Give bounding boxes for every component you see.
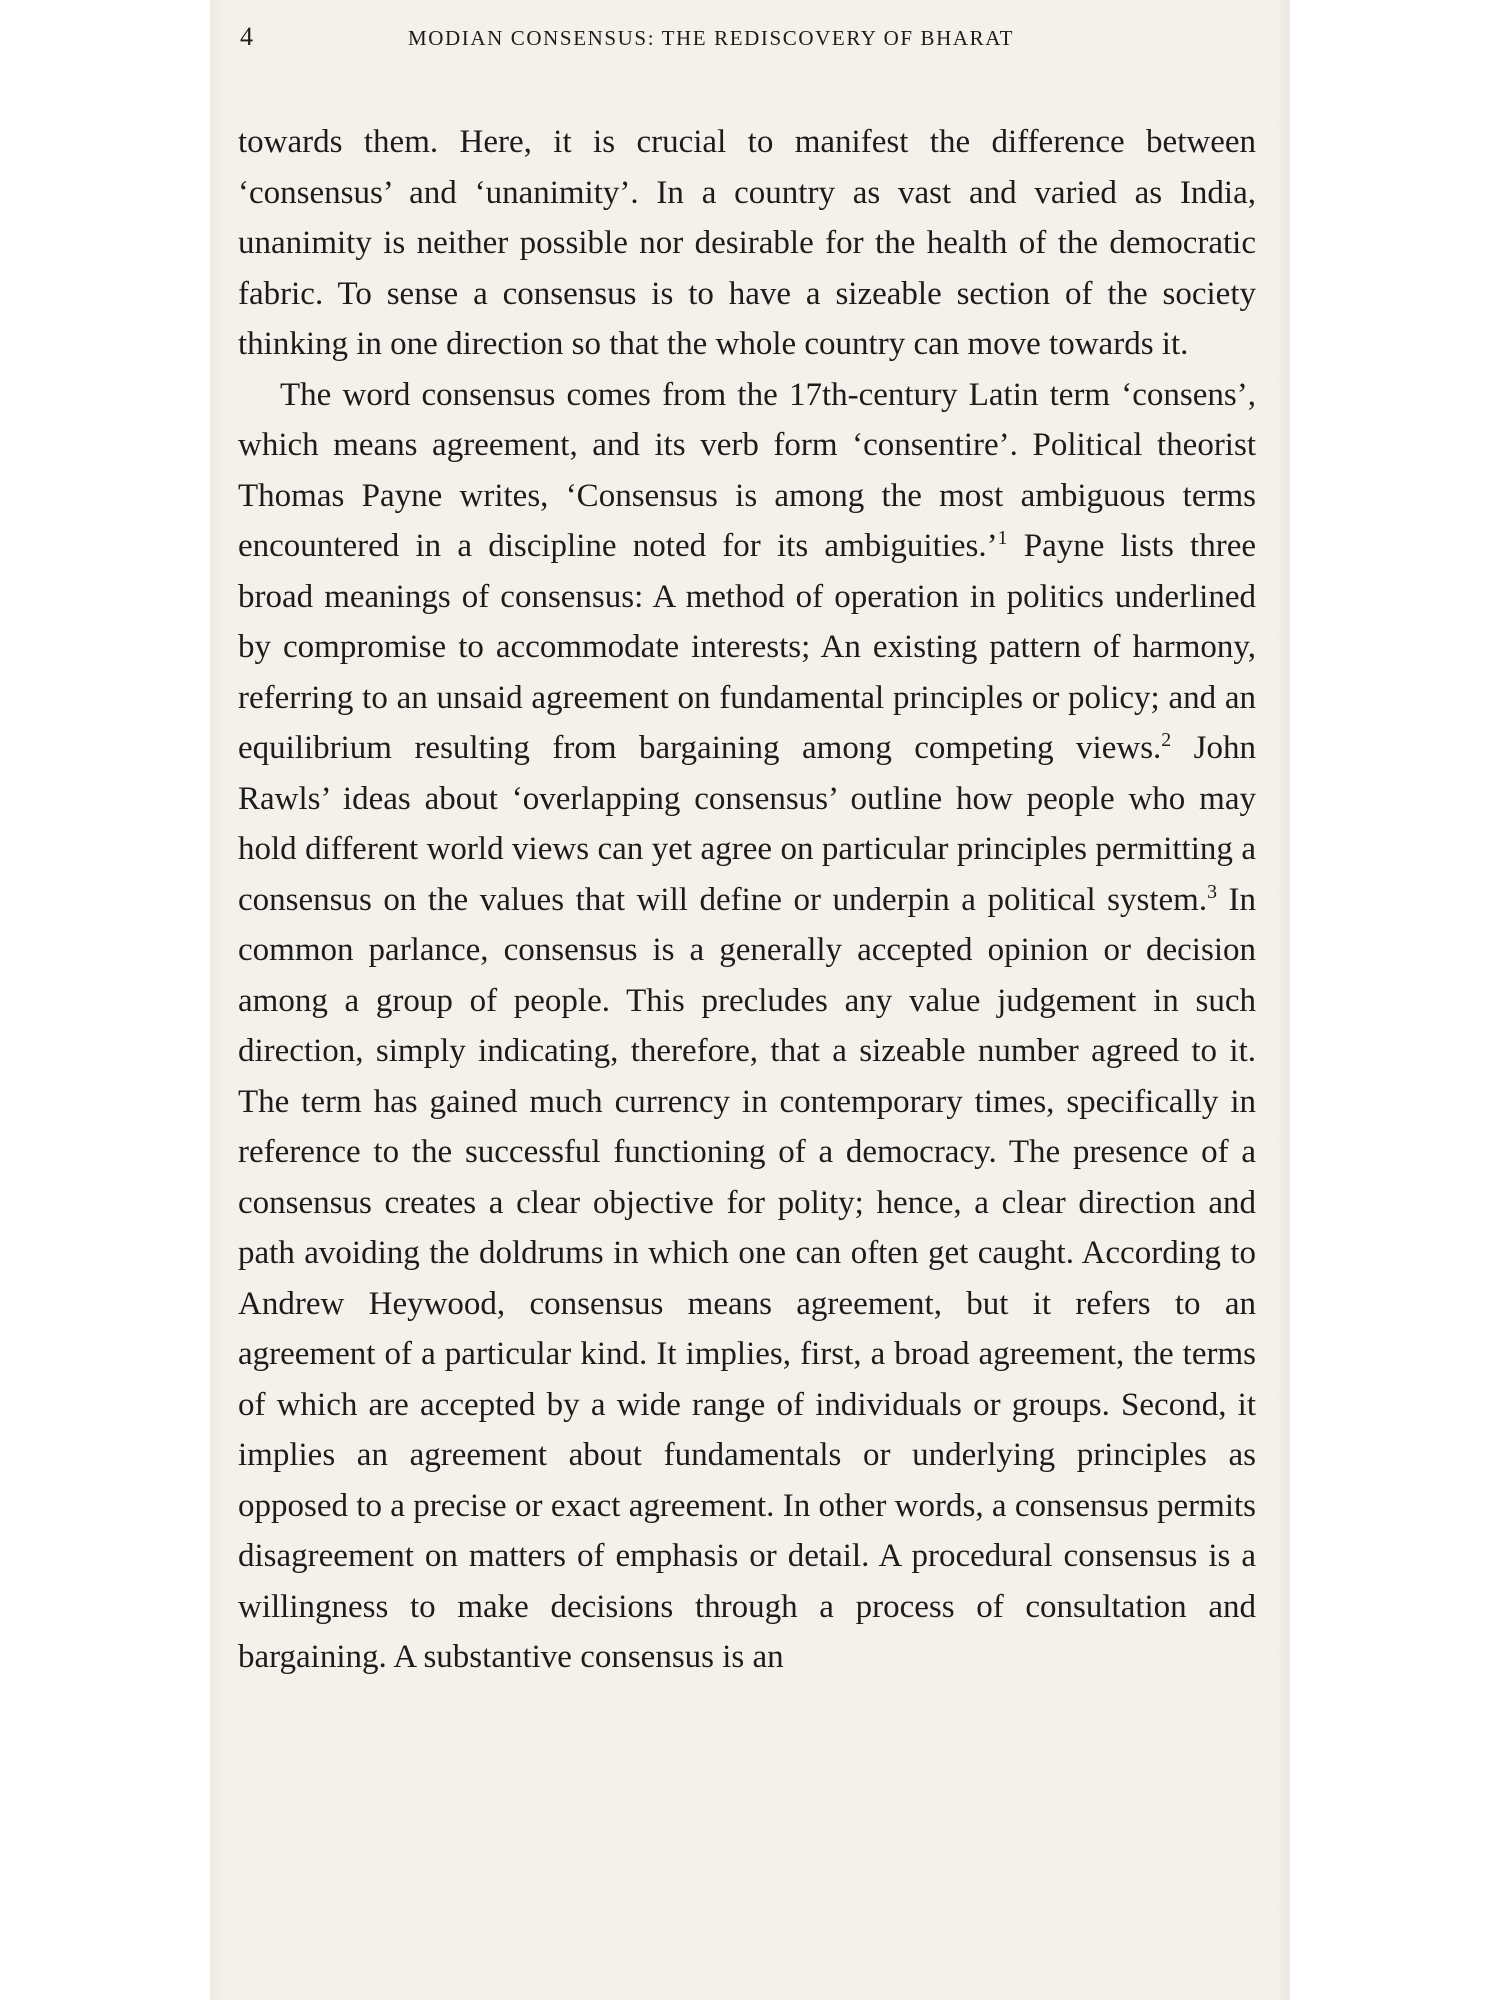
paragraph-2-segment-1: The word consensus comes from the 17th-century Latin term ‘consens’, which means agreement, and its verb form ‘consentire’. Political theorist Thomas Payne writes, ‘Consensus is among the most ambiguous terms encountered in a discipline noted for its ambiguities.’ — [238, 376, 1256, 564]
paragraph-2 — [238, 370, 1256, 1683]
paragraph-2-segment-3: John Rawls’ ideas about ‘overlapping consensus’ outline how people who may hold different world views can yet agree on particular principles permitting a consensus on the values that will define or underpin a political system. — [238, 730, 1256, 918]
footnote-marker-2: 2 — [1161, 729, 1172, 751]
footnote-marker-3: 3 — [1207, 880, 1217, 903]
paragraph-2-segment-4: In common parlance, consensus is a generally accepted opinion or decision among a group of people. This precludes any value judgement in such direction, simply indicating, therefore, that a sizeable number agreed to it. The term has gained much currency in contemporary times, specifically in reference to the successful functioning of a democracy. The presence of a consensus creates a clear objective for polity; hence, a clear direction and path avoiding the doldrums in which one can often get caught. According to Andrew Heywood, consensus means agreement, but it refers to an agreement of a particular kind. It implies, first, a broad agreement, the terms of which are accepted by a wide range of individuals or groups. Second, it implies an agreement about fundamentals or underlying principles as opposed to a precise or exact agreement. In other words, a consensus permits disagreement on matters of emphasis or detail. A procedural consensus is a willingness to make decisions through a process of consultation and bargaining. A substantive consensus is an — [238, 881, 1256, 1675]
running-head: MODIAN CONSENSUS: THE REDISCOVERY OF BHARAT — [408, 26, 1015, 50]
footnote-marker-1: 1 — [997, 527, 1008, 549]
body-text — [238, 117, 1256, 1683]
paragraph-1: towards them. Here, it is crucial to manifest the difference between ‘consensus’ and ‘unanimity’. In a country as vast and varied as India, unanimity is neither possible nor desirable for the health of the democratic fabric. To sense a consensus is to have a sizeable section of the society thinking in one direction so that the whole country can move towards it. — [238, 124, 1256, 362]
book-page — [210, 0, 1290, 2000]
page-header — [240, 22, 1260, 52]
page-number: 4 — [240, 22, 253, 51]
paragraph-2-segment-2: Payne lists three broad meanings of consensus: A method of operation in politics underlined by compromise to accommodate interests; An existing pattern of harmony, referring to an unsaid agreement on fundamental principles or policy; and an equilibrium resulting from bargaining among competing views. — [238, 528, 1256, 766]
